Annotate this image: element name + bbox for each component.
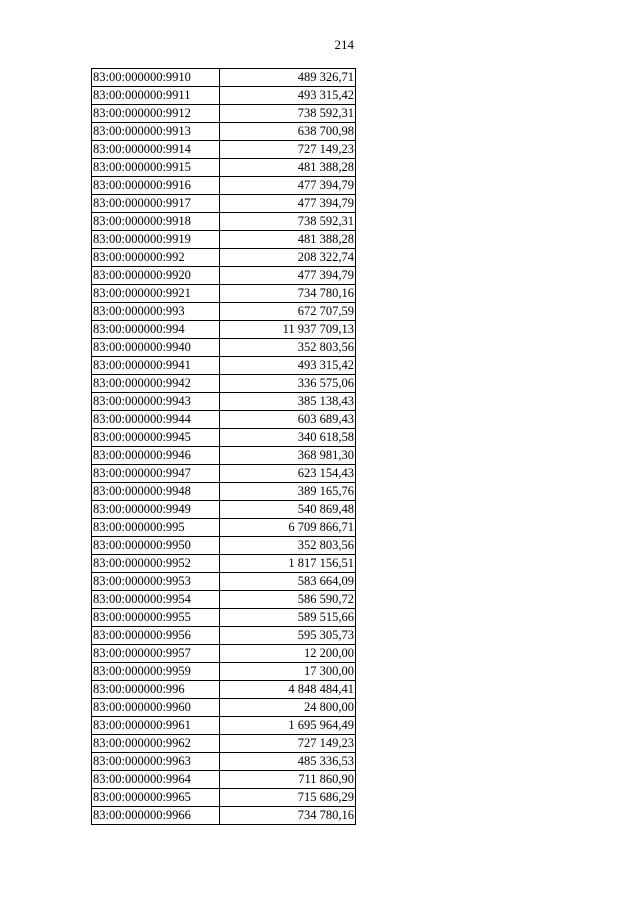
cadastral-value-cell: 711 860,90: [220, 771, 356, 789]
cadastral-number-cell: 83:00:000000:9920: [92, 267, 220, 285]
cadastral-number-cell: 83:00:000000:9950: [92, 537, 220, 555]
table-row: [92, 195, 356, 213]
cadastral-value-cell: 481 388,28: [220, 159, 356, 177]
cadastral-value-cell: 1 695 964,49: [220, 717, 356, 735]
table-row: [92, 555, 356, 573]
cadastral-number-cell: 83:00:000000:9961: [92, 717, 220, 735]
cadastral-value-cell: 727 149,23: [220, 735, 356, 753]
table-row: [92, 501, 356, 519]
cadastral-number-cell: 83:00:000000:9918: [92, 213, 220, 231]
cadastral-value-table: [91, 68, 356, 825]
table-row: [92, 267, 356, 285]
cadastral-number-cell: 83:00:000000:9941: [92, 357, 220, 375]
cadastral-number-cell: 83:00:000000:9954: [92, 591, 220, 609]
cadastral-value-cell: 738 592,31: [220, 105, 356, 123]
cadastral-number-cell: 83:00:000000:9940: [92, 339, 220, 357]
cadastral-value-cell: 623 154,43: [220, 465, 356, 483]
table-row: [92, 393, 356, 411]
cadastral-value-cell: 208 322,74: [220, 249, 356, 267]
table-row: [92, 699, 356, 717]
cadastral-value-cell: 583 664,09: [220, 573, 356, 591]
cadastral-value-cell: 489 326,71: [220, 69, 356, 87]
cadastral-number-cell: 83:00:000000:9916: [92, 177, 220, 195]
table-row: [92, 717, 356, 735]
cadastral-number-cell: 83:00:000000:9942: [92, 375, 220, 393]
cadastral-value-cell: 493 315,42: [220, 357, 356, 375]
page-number: 214: [334, 37, 354, 52]
cadastral-value-cell: 352 803,56: [220, 339, 356, 357]
cadastral-value-cell: 540 869,48: [220, 501, 356, 519]
cadastral-value-cell: 336 575,06: [220, 375, 356, 393]
cadastral-value-cell: 481 388,28: [220, 231, 356, 249]
table-row: [92, 753, 356, 771]
cadastral-value-cell: 595 305,73: [220, 627, 356, 645]
cadastral-value-cell: 385 138,43: [220, 393, 356, 411]
table-row: [92, 429, 356, 447]
table-row: [92, 231, 356, 249]
table-row: [92, 321, 356, 339]
table-row: [92, 519, 356, 537]
cadastral-number-cell: 83:00:000000:9946: [92, 447, 220, 465]
cadastral-number-cell: 83:00:000000:9910: [92, 69, 220, 87]
cadastral-value-cell: 734 780,16: [220, 807, 356, 825]
table-row: [92, 537, 356, 555]
table-row: [92, 357, 356, 375]
cadastral-number-cell: 83:00:000000:9919: [92, 231, 220, 249]
cadastral-number-cell: 83:00:000000:993: [92, 303, 220, 321]
cadastral-value-cell: 389 165,76: [220, 483, 356, 501]
cadastral-number-cell: 83:00:000000:9960: [92, 699, 220, 717]
cadastral-number-cell: 83:00:000000:9948: [92, 483, 220, 501]
cadastral-value-cell: 340 618,58: [220, 429, 356, 447]
cadastral-number-cell: 83:00:000000:9947: [92, 465, 220, 483]
table-row: [92, 69, 356, 87]
table-row: [92, 285, 356, 303]
cadastral-number-cell: 83:00:000000:9956: [92, 627, 220, 645]
table-row: [92, 339, 356, 357]
table-row: [92, 807, 356, 825]
table-row: [92, 645, 356, 663]
cadastral-value-cell: 603 689,43: [220, 411, 356, 429]
cadastral-value-cell: 638 700,98: [220, 123, 356, 141]
cadastral-value-cell: 727 149,23: [220, 141, 356, 159]
cadastral-number-cell: 83:00:000000:9955: [92, 609, 220, 627]
cadastral-value-cell: 17 300,00: [220, 663, 356, 681]
cadastral-number-cell: 83:00:000000:9911: [92, 87, 220, 105]
table-row: [92, 483, 356, 501]
table-row: [92, 87, 356, 105]
table-row: [92, 375, 356, 393]
cadastral-value-cell: 477 394,79: [220, 195, 356, 213]
cadastral-value-cell: 11 937 709,13: [220, 321, 356, 339]
cadastral-value-cell: 12 200,00: [220, 645, 356, 663]
cadastral-number-cell: 83:00:000000:9945: [92, 429, 220, 447]
cadastral-number-cell: 83:00:000000:996: [92, 681, 220, 699]
cadastral-number-cell: 83:00:000000:992: [92, 249, 220, 267]
table-row: [92, 591, 356, 609]
cadastral-value-cell: 589 515,66: [220, 609, 356, 627]
cadastral-number-cell: 83:00:000000:9962: [92, 735, 220, 753]
table-row: [92, 159, 356, 177]
cadastral-value-cell: 352 803,56: [220, 537, 356, 555]
cadastral-number-cell: 83:00:000000:9912: [92, 105, 220, 123]
cadastral-value-cell: 586 590,72: [220, 591, 356, 609]
cadastral-number-cell: 83:00:000000:9921: [92, 285, 220, 303]
cadastral-number-cell: 83:00:000000:9959: [92, 663, 220, 681]
cadastral-number-cell: 83:00:000000:9913: [92, 123, 220, 141]
table-row: [92, 177, 356, 195]
table-row: [92, 303, 356, 321]
table-row: [92, 771, 356, 789]
cadastral-number-cell: 83:00:000000:9944: [92, 411, 220, 429]
table-row: [92, 411, 356, 429]
table-row: [92, 213, 356, 231]
cadastral-value-cell: 493 315,42: [220, 87, 356, 105]
cadastral-value-cell: 24 800,00: [220, 699, 356, 717]
cadastral-number-cell: 83:00:000000:994: [92, 321, 220, 339]
cadastral-number-cell: 83:00:000000:9966: [92, 807, 220, 825]
table-row: [92, 663, 356, 681]
cadastral-number-cell: 83:00:000000:9963: [92, 753, 220, 771]
cadastral-value-cell: 477 394,79: [220, 267, 356, 285]
cadastral-number-cell: 83:00:000000:9964: [92, 771, 220, 789]
table-row: [92, 609, 356, 627]
table-row: [92, 789, 356, 807]
table-row: [92, 735, 356, 753]
cadastral-value-cell: 477 394,79: [220, 177, 356, 195]
table-row: [92, 681, 356, 699]
cadastral-value-cell: 715 686,29: [220, 789, 356, 807]
cadastral-number-cell: 83:00:000000:995: [92, 519, 220, 537]
cadastral-value-cell: 6 709 866,71: [220, 519, 356, 537]
cadastral-value-cell: 738 592,31: [220, 213, 356, 231]
table-row: [92, 447, 356, 465]
table-row: [92, 249, 356, 267]
cadastral-number-cell: 83:00:000000:9953: [92, 573, 220, 591]
cadastral-number-cell: 83:00:000000:9915: [92, 159, 220, 177]
cadastral-value-cell: 368 981,30: [220, 447, 356, 465]
cadastral-number-cell: 83:00:000000:9952: [92, 555, 220, 573]
table-row: [92, 627, 356, 645]
cadastral-number-cell: 83:00:000000:9917: [92, 195, 220, 213]
table-row: [92, 465, 356, 483]
cadastral-value-cell: 672 707,59: [220, 303, 356, 321]
cadastral-number-cell: 83:00:000000:9943: [92, 393, 220, 411]
cadastral-number-cell: 83:00:000000:9965: [92, 789, 220, 807]
cadastral-number-cell: 83:00:000000:9914: [92, 141, 220, 159]
cadastral-value-cell: 485 336,53: [220, 753, 356, 771]
cadastral-value-cell: 4 848 484,41: [220, 681, 356, 699]
cadastral-value-cell: 1 817 156,51: [220, 555, 356, 573]
table-row: [92, 105, 356, 123]
table-row: [92, 573, 356, 591]
cadastral-value-cell: 734 780,16: [220, 285, 356, 303]
cadastral-number-cell: 83:00:000000:9949: [92, 501, 220, 519]
table-row: [92, 123, 356, 141]
cadastral-number-cell: 83:00:000000:9957: [92, 645, 220, 663]
table-body: [92, 69, 356, 825]
table-row: [92, 141, 356, 159]
